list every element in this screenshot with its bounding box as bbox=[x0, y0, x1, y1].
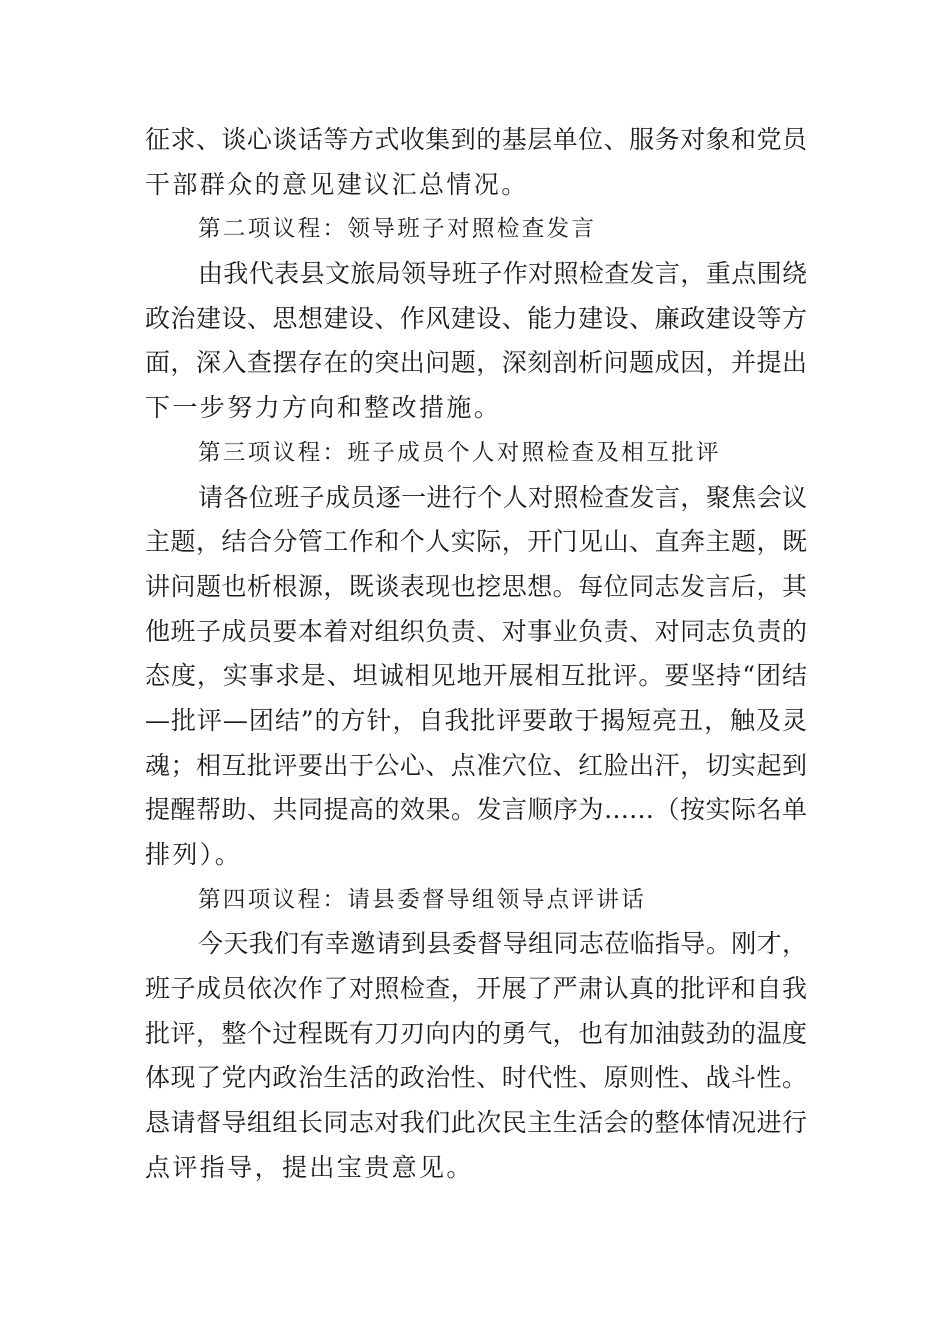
text-line: 提醒帮助、共同提高的效果。发言顺序为……（按实际名单 bbox=[145, 795, 807, 825]
text-line: 请各位班子成员逐一进行个人对照检查发言，聚焦会议 bbox=[198, 482, 807, 512]
text-line: 今天我们有幸邀请到县委督导组同志莅临指导。刚才， bbox=[198, 929, 807, 959]
agenda-heading: 第三项议程：班子成员个人对照检查及相互批评 bbox=[198, 439, 721, 466]
text-line: 班子成员依次作了对照检查，开展了严肃认真的批评和自我 bbox=[145, 974, 807, 1004]
text-line: 讲问题也析根源，既谈表现也挖思想。每位同志发言后，其 bbox=[145, 571, 807, 601]
text-line: 干部群众的意见建议汇总情况。 bbox=[145, 169, 529, 199]
text-line: 面，深入查摆存在的突出问题，深刻剖析问题成因，并提出 bbox=[145, 348, 807, 378]
agenda-heading: 第四项议程：请县委督导组领导点评讲话 bbox=[198, 886, 647, 913]
text-line: 体现了党内政治生活的政治性、时代性、原则性、战斗性。 bbox=[145, 1063, 807, 1093]
text-line: 政治建设、思想建设、作风建设、能力建设、廉政建设等方 bbox=[145, 303, 807, 333]
document-page bbox=[145, 118, 807, 1191]
text-line: 排列）。 bbox=[145, 840, 243, 869]
text-line: 下一步努力方向和整改措施。 bbox=[145, 393, 502, 423]
text-line: 他班子成员要本着对组织负责、对事业负责、对同志负责的 bbox=[145, 616, 807, 646]
text-line: 恳请督导组组长同志对我们此次民主生活会的整体情况进行 bbox=[145, 1108, 807, 1138]
text-line: 主题，结合分管工作和个人实际，开门见山、直奔主题，既 bbox=[145, 527, 807, 557]
text-line: 征求、谈心谈话等方式收集到的基层单位、服务对象和党员 bbox=[145, 125, 807, 154]
text-line: 批评，整个过程既有刀刃向内的勇气，也有加油鼓劲的温度 bbox=[145, 1018, 807, 1048]
text-line: 态度，实事求是、坦诚相见地开展相互批评。要坚持“团结 bbox=[145, 661, 807, 691]
text-line: 点评指导，提出宝贵意见。 bbox=[145, 1152, 474, 1182]
text-line: —批评—团结”的方针，自我批评要敢于揭短亮丑，触及灵 bbox=[145, 705, 807, 735]
text-line: 由我代表县文旅局领导班子作对照检查发言，重点围绕 bbox=[198, 259, 807, 289]
text-line: 魂；相互批评要出于公心、点准穴位、红脸出汗，切实起到 bbox=[145, 750, 807, 780]
agenda-heading: 第二项议程：领导班子对照检查发言 bbox=[198, 216, 597, 243]
